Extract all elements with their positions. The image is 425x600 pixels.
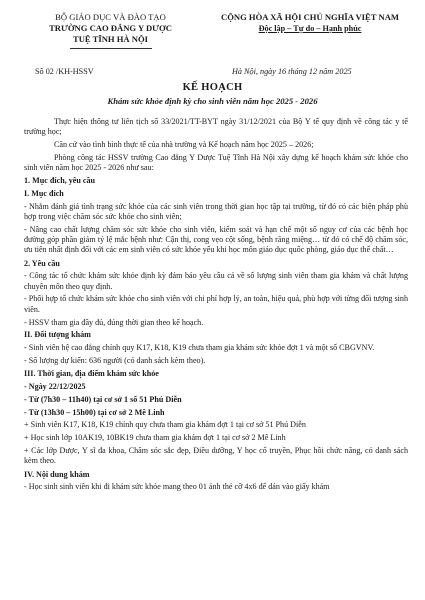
body-paragraph: - Nhằm đánh giá tình trạng sức khỏe của các sinh viên trong thời gian học tập tại trường, từ đó có các biện pháp phù hợp trong việc chăm sóc sức khỏe cho sinh viên; (24, 201, 408, 221)
school-name-line1: TRƯỜNG CAO ĐẲNG Y DƯỢC (49, 23, 172, 33)
body-paragraph: 1. Mục đích, yêu cầu (24, 175, 96, 185)
body-paragraph: - Phối hợp tổ chức khám sức khỏe cho sinh viên với chi phí hợp lý, an toàn, hiệu quả, phù hợp với từng đối tượng sinh viên. (24, 294, 408, 314)
issuer-underline (70, 48, 152, 49)
body-paragraph: - Nâng cao chất lượng chăm sóc sức khỏe cho sinh viên, kiểm soát và hạn chế một số nguy cơ của các bệnh học đường góp phần giảm tỷ lệ mắc bệnh như: Cận thị, cong vẹo cột sống, bệnh răng miệng… từ đó có chế độ chăm sóc, ưu tiên nhất định đối với các em sinh viên có sức khỏe yếu khi học môn giáo dục quốc phòng, giáo dục thể chất… (24, 224, 408, 255)
body-paragraph: Thực hiện thông tư liên tịch số 33/2021/TT-BYT ngày 31/12/2021 của Bộ Y tế quy định về công tác y tế trường học; (24, 117, 408, 137)
national-header (205, 12, 415, 34)
body-paragraph: - Sinh viên hệ cao đẳng chính quy K17, K18, K19 chưa tham gia khám sức khỏe đợt 1 và một số CBGVNV. (24, 343, 375, 353)
document-number: Số 02 /KH-HSSV (35, 67, 94, 76)
body-paragraph: + Các lớp Dược, Y sĩ đa khoa, Chăm sóc sắc đẹp, Điều dưỡng, Y học cổ truyền, Phục hồi chức năng, có danh sách kèm theo. (24, 446, 408, 466)
school-name-line2: TUỆ TĨNH HÀ NỘI (72, 34, 149, 44)
national-motto: Độc lập – Tự do – Hạnh phúc (258, 24, 362, 33)
republic-name: CỘNG HÒA XÃ HỘI CHỦ NGHĨA VIỆT NAM (220, 12, 400, 22)
body-paragraph: II. Đối tượng khám (24, 330, 91, 340)
body-paragraph: - Từ (7h30 – 11h40) tại cơ sở 1 số 51 Phú Diễn (24, 394, 182, 404)
body-paragraph: III. Thời gian, địa điểm khám sức khỏe (24, 369, 159, 379)
body-paragraph: + Học sinh lớp 10AK19, 10BK19 chưa tham gia khám đợt 1 tại cơ sở 2 Mê Linh (24, 433, 286, 443)
body-paragraph: - Từ (13h30 – 15h00) tại cơ sở 2 Mê Linh (24, 407, 165, 417)
document-title: KẾ HOẠCH (182, 82, 243, 93)
body-paragraph: - Số lượng dự kiến: 636 người (có danh sách kèm theo). (24, 355, 206, 365)
body-paragraph: 2. Yêu cầu (24, 258, 60, 268)
body-paragraph: Phòng công tác HSSV trường Cao đẳng Y Dược Tuệ Tĩnh Hà Nội xây dựng kế hoạch khám sức khỏe cho sinh viên năm học 2025 - 2026 như sau: (24, 152, 408, 173)
body-paragraph: - Ngày 22/12/2025 (24, 382, 86, 392)
ministry-name: BỘ GIÁO DỤC VÀ ĐÀO TẠO (55, 12, 166, 22)
body-paragraph: + Sinh viên K17, K18, K19 chính quy chưa tham gia khám đợt 1 tại cơ sở 51 Phú Diễn (24, 420, 306, 430)
body-paragraph: - HSSV tham gia đầy đủ, đúng thời gian theo kế hoạch. (24, 317, 204, 327)
issuer-block (18, 12, 203, 45)
issue-date: Hà Nội, ngày 16 tháng 12 năm 2025 (232, 67, 352, 76)
document-subtitle: Khám sức khỏe định kỳ cho sinh viên năm học 2025 - 2026 (107, 96, 318, 106)
body-paragraph: Căn cứ vào tình hình thực tế của nhà trường và Kế hoạch năm học 2025 – 2026; (54, 140, 314, 150)
document-body (24, 117, 408, 495)
body-paragraph: - Công tác tổ chức khám sức khỏe định kỳ đảm bảo yêu cầu cả về số lượng sinh viên tham gia khám và chất lượng chuyên môn theo quy định. (24, 271, 408, 291)
body-paragraph: I. Mục đích (24, 188, 64, 198)
body-paragraph: IV. Nội dung khám (24, 469, 90, 479)
body-paragraph: - Học sinh sinh viên khi đi khám sức khỏe mang theo 01 ảnh thẻ cỡ 4x6 để dán vào giấy khám (24, 482, 330, 492)
